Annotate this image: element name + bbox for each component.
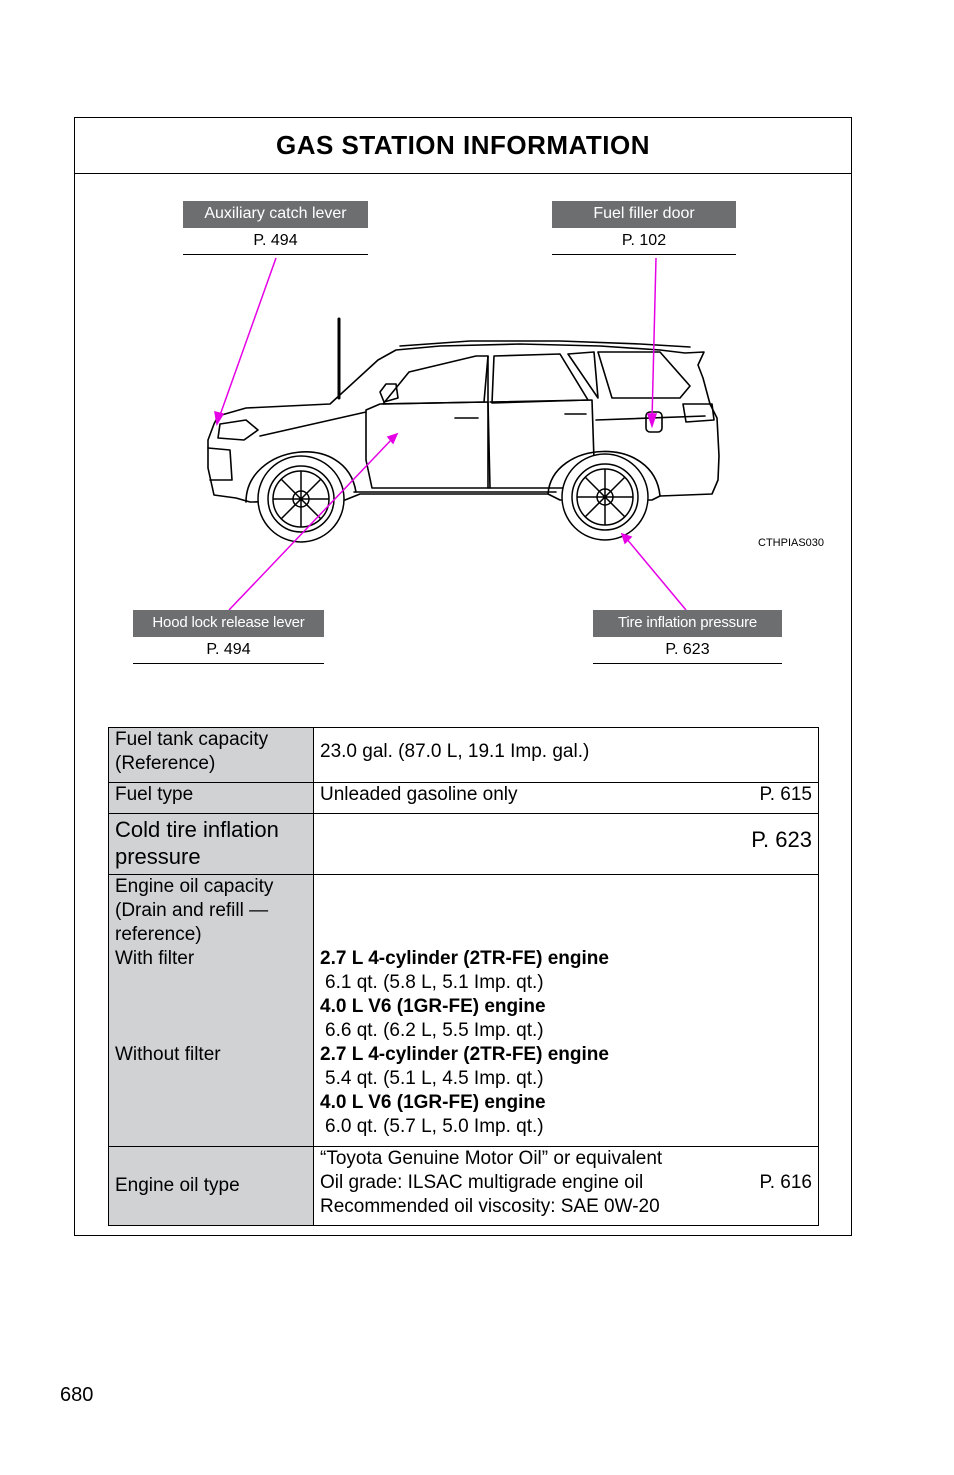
label-text: Fuel type	[115, 784, 194, 805]
leader-lines	[215, 258, 686, 610]
row-label	[109, 814, 314, 875]
table-row-engine-oil-type	[109, 1147, 819, 1226]
callout-page-ref: P. 623	[593, 637, 782, 664]
table-row-fuel-tank	[109, 728, 819, 783]
leader-fuel-door-arrow	[648, 414, 656, 426]
page-number: 680	[60, 1384, 94, 1406]
with-filter-label: With filter	[115, 948, 195, 969]
callout-hood-lock-release-lever	[133, 610, 324, 664]
engine-heading: 2.7 L 4-cylinder (2TR-FE) engine	[320, 948, 609, 969]
value-text: 23.0 gal. (87.0 L, 19.1 Imp. gal.)	[320, 741, 590, 762]
label-line: reference)	[115, 924, 202, 945]
capacity-value: 6.6 qt. (6.2 L, 5.5 Imp. qt.)	[325, 1020, 544, 1041]
table-row-engine-oil-capacity	[109, 875, 819, 1147]
page-ref: P. 623	[751, 827, 812, 852]
callout-label: Tire inflation pressure	[593, 610, 782, 637]
value-text: Unleaded gasoline only	[320, 784, 518, 805]
row-value	[314, 875, 819, 1147]
table-row-fuel-type	[109, 783, 819, 814]
row-value	[314, 728, 819, 783]
value-line: Oil grade: ILSAC multigrade engine oil	[320, 1172, 644, 1193]
value-line: “Toyota Genuine Motor Oil” or equivalent	[320, 1148, 663, 1169]
row-value	[314, 1147, 819, 1226]
callout-fuel-filler-door	[552, 201, 736, 255]
leader-fuel-door	[652, 258, 656, 420]
callout-page-ref: P. 494	[133, 637, 324, 664]
capacity-value: 6.1 qt. (5.8 L, 5.1 Imp. qt.)	[325, 972, 544, 993]
capacity-value: 5.4 qt. (5.1 L, 4.5 Imp. qt.)	[325, 1068, 544, 1089]
rear-wheel	[562, 454, 648, 540]
row-value	[314, 814, 819, 875]
leader-tire	[626, 538, 686, 610]
label-text: Engine oil type	[115, 1175, 240, 1196]
engine-heading: 4.0 L V6 (1GR-FE) engine	[320, 1092, 546, 1113]
illustration-code: CTHPIAS030	[758, 537, 825, 549]
front-wheel	[258, 456, 344, 542]
engine-heading: 2.7 L 4-cylinder (2TR-FE) engine	[320, 1044, 609, 1065]
row-label	[109, 728, 314, 783]
spec-table	[108, 727, 819, 1226]
leader-aux-catch	[219, 258, 276, 418]
row-value	[314, 783, 819, 814]
label-line: (Drain and refill —	[115, 900, 269, 921]
without-filter-label: Without filter	[115, 1044, 221, 1065]
label-line: (Reference)	[115, 753, 216, 774]
label-line: Cold tire inflation	[115, 817, 279, 842]
callout-label: Fuel filler door	[552, 201, 736, 228]
label-line: Fuel tank capacity	[115, 729, 269, 750]
callout-auxiliary-catch-lever	[183, 201, 368, 255]
table-row-cold-tire	[109, 814, 819, 875]
page-ref: P. 615	[759, 784, 812, 805]
leader-aux-catch-arrow	[215, 412, 223, 424]
callout-label: Auxiliary catch lever	[183, 201, 368, 228]
callout-tire-inflation-pressure	[593, 610, 782, 664]
page-ref: P. 616	[759, 1172, 812, 1193]
callout-label: Hood lock release lever	[133, 610, 324, 637]
vehicle-illustration	[0, 0, 954, 700]
row-label	[109, 875, 314, 1147]
callout-page-ref: P. 102	[552, 228, 736, 255]
capacity-value: 6.0 qt. (5.7 L, 5.0 Imp. qt.)	[325, 1116, 544, 1137]
row-label	[109, 783, 314, 814]
value-line: Recommended oil viscosity: SAE 0W-20	[320, 1196, 660, 1217]
callout-page-ref: P. 494	[183, 228, 368, 255]
label-line: Engine oil capacity	[115, 876, 274, 897]
engine-heading: 4.0 L V6 (1GR-FE) engine	[320, 996, 546, 1017]
row-label	[109, 1147, 314, 1226]
page-title: GAS STATION INFORMATION	[275, 130, 651, 160]
label-line: pressure	[115, 844, 201, 869]
